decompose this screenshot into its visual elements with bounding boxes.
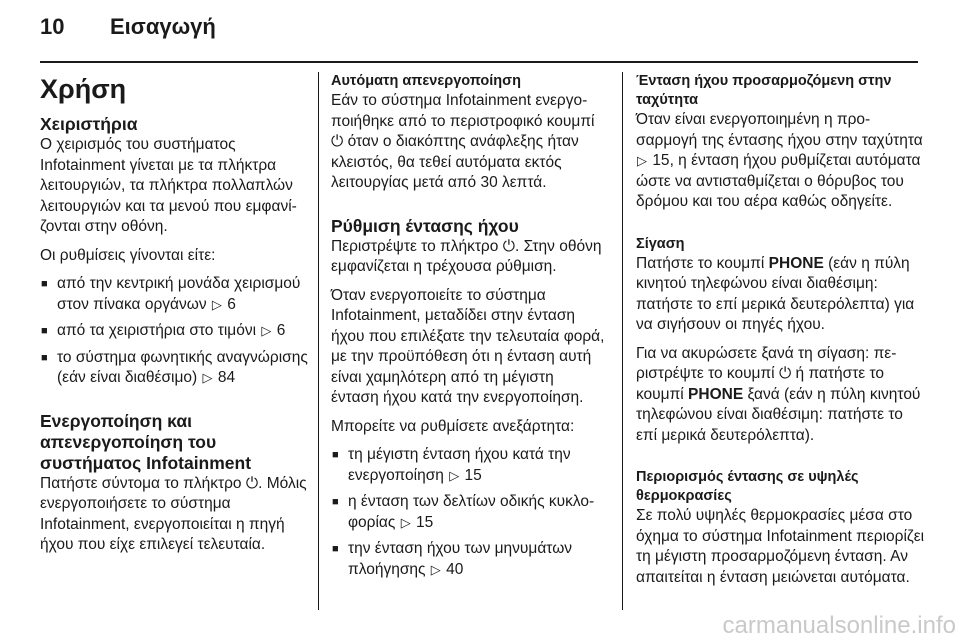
paragraph: Εάν το σύστημα Infotainment ενεργοποιήθηκε από το περιστροφικό κουμπί ⏻ όταν ο διακόπτης ανάφλεξης ήταν κλειστός, θα τεθεί αυτόματα εκτός λειτουργίας μετά από 30 λεπτά. xyxy=(331,92,595,191)
heading-on-off: Ενεργοποίηση και απενεργοποίηση του συστήματος Infotainment xyxy=(40,410,252,473)
column-divider xyxy=(318,72,319,610)
watermark: carmanualsonline.info xyxy=(722,612,956,639)
paragraph: Ο χειρισμός του συστήματος Infotainment γίνεται με τα πλήκτρα λειτουργιών, τα πλήκτρα πολλαπλών λειτουργιών και τα μενού που εμφανίζονται στην οθόνη. xyxy=(40,136,297,235)
list-item: ■ από την κεντρική μονάδα χειρισμού στον πίνακα οργάνων ▷ 6 xyxy=(40,274,308,315)
page-reference: 15 xyxy=(652,152,670,169)
list-item: ■ την ένταση ήχου των μηνυμάτων πλοήγησης ▷ 40 xyxy=(331,539,605,580)
power-icon: ⏻ xyxy=(778,365,792,382)
paragraph: Σε πολύ υψηλές θερμοκρασίες μέσα στο όχημα το σύστημα Infotainment περιορίζει τη μέγιστη προσαρμοζόμενη ένταση. Αν απαιτείται η ένταση μειώνεται αυτόματα. xyxy=(636,507,925,586)
list-item: ■ το σύστημα φωνητικής αναγνώρισης (εάν είναι διαθέσιμο) ▷ 84 xyxy=(40,348,308,389)
power-icon: ⏻ xyxy=(245,474,259,492)
heading-usage: Χρήση xyxy=(40,74,127,104)
heading-auto-off: Αυτόματη απενεργοποίηση xyxy=(331,73,521,89)
page-number: 10 xyxy=(40,14,65,39)
paragraph: Περιστρέψτε το πλήκτρο ⏻. Στην οθόνη εμφανίζεται η τρέχουσα ρύθμιση. xyxy=(331,237,602,275)
section-title: Εισαγωγή xyxy=(110,14,216,39)
paragraph: Οι ρυθμίσεις γίνονται είτε: xyxy=(40,246,216,264)
header-rule xyxy=(40,61,918,63)
page-reference-icon: ▷ xyxy=(430,561,441,577)
page-reference: 15 xyxy=(464,466,482,484)
power-icon: ⏻ xyxy=(331,133,344,150)
bullet-list xyxy=(331,445,605,580)
page-reference-icon: ▷ xyxy=(211,296,222,312)
page-reference-icon: ▷ xyxy=(261,323,272,338)
paragraph: Όταν είναι ενεργοποιημένη η προσαρμογή της έντασης ήχου στην ταχύτητα ▷ 15, η ένταση ήχου ρυθμίζεται αυτόματα ώστε να αντισταθμίζεται ο θόρυβος του δρόμου και του αέρα καθώς οδηγείτε. xyxy=(636,111,923,210)
page-reference: 6 xyxy=(276,322,286,339)
bullet-list xyxy=(40,274,308,389)
list-item: ■ από τα χειριστήρια στο τιμόνι ▷ 6 xyxy=(40,321,308,342)
page-reference: 40 xyxy=(446,560,464,578)
paragraph: Για να ακυρώσετε ξανά τη σίγαση: περιστρέψτε το κουμπί ⏻ ή πατήστε το κουμπί PHONE ξανά (εάν η πύλη κινητού τηλεφώνου είναι διαθέσιμη: πατήστε το επί μερικά δευτερόλεπτα). xyxy=(636,344,921,444)
column-left xyxy=(40,72,308,564)
phone-key-label: PHONE xyxy=(768,254,824,272)
page-reference: 84 xyxy=(217,369,236,386)
page-reference-icon: ▷ xyxy=(202,370,213,385)
heading-temp-limit: Περιορισμός έντασης σε υψηλές θερμοκρασίες xyxy=(636,469,859,504)
heading-speed-volume: Ένταση ήχου προσαρμοζόμενη στην ταχύτητα xyxy=(636,73,892,108)
heading-volume: Ρύθμιση έντασης ήχου xyxy=(331,215,519,236)
paragraph: Πατήστε το κουμπί PHONE (εάν η πύλη κινητού τηλεφώνου είναι διαθέσιμη: πατήστε το επί μερικά δευτερόλεπτα) για να σιγήσουν οι πηγές ήχου. xyxy=(636,254,915,333)
paragraph: Πατήστε σύντομα το πλήκτρο ⏻. Μόλις ενεργοποιήσετε το σύστημα Infotainment, ενεργοποιείται η πηγή ήχου που είχε επιλεγεί τελευταία. xyxy=(40,474,307,553)
phone-key-label: PHONE xyxy=(688,385,744,403)
page-reference-icon: ▷ xyxy=(637,153,647,168)
column-divider xyxy=(622,72,623,610)
power-icon: ⏻ xyxy=(502,237,515,255)
column-middle xyxy=(331,72,605,588)
heading-mute: Σίγαση xyxy=(636,235,685,252)
heading-controls: Χειριστήρια xyxy=(40,114,138,134)
column-right xyxy=(636,72,926,596)
list-item: ■ τη μέγιστη ένταση ήχου κατά την ενεργοποίηση ▷ 15 xyxy=(331,445,605,486)
page-reference-icon: ▷ xyxy=(400,514,411,530)
page-reference-icon: ▷ xyxy=(449,467,460,483)
page-reference: 15 xyxy=(416,513,434,531)
paragraph: Μπορείτε να ρυθμίσετε ανεξάρτητα: xyxy=(331,417,575,435)
paragraph: Όταν ενεργοποιείτε το σύστημα Infotainment, μεταδίδει στην ένταση ήχου που επιλέξατε την τελευταία φορά, με την προϋπόθεση ότι η ένταση αυτή είναι χαμηλότερη από τη μέγιστη ένταση ήχου κατά την ενεργοποίηση. xyxy=(331,286,605,406)
list-item: ■ η ένταση των δελτίων οδικής κυκλοφορίας ▷ 15 xyxy=(331,492,605,533)
page-reference: 6 xyxy=(227,295,236,313)
